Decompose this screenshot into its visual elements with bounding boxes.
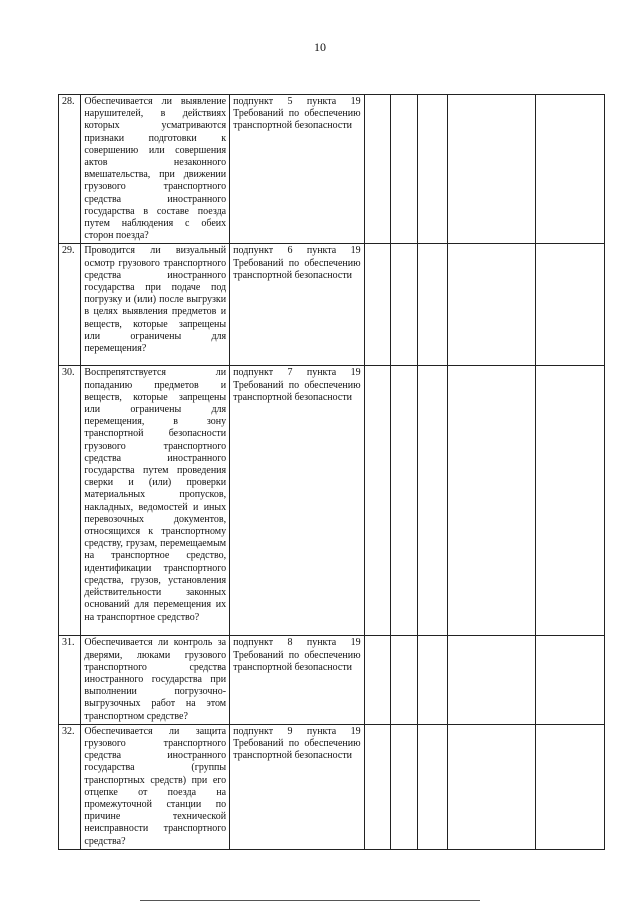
answer-cell-note — [448, 366, 536, 636]
question-text: Воспрепятствуется ли попаданию предметов и веществ, которые запрещены или ограничены для перемещения, в зону транспортной безопасности грузового транспортного средства иностранного государства путем проведения сверки и (или) проверки материальных пропусков, накладных, ведомостей и иных перевозочных документов, относящихся к транспортному средству, грузам, перемещаемым на транспортное средство, идентификации транспортного средства, грузов, установления действительности законных оснований для перемещения их на транспортное средство? — [81, 366, 230, 636]
table-row — [59, 244, 605, 366]
answer-cell-note — [448, 636, 536, 724]
answer-cell-no — [391, 95, 417, 244]
question-text: Обеспечивается ли защита грузового транспортного средства иностранного государства (группы транспортных средств) при его отцепке от поезда на промежуточной станции по причине технической неисправности транспортного средства? — [81, 724, 230, 849]
answer-cell-yes — [364, 366, 390, 636]
answer-cell-no — [391, 636, 417, 724]
row-number: 29. — [59, 244, 81, 366]
question-text: Обеспечивается ли выявление нарушителей, в действиях которых усматриваются признаки подготовки к совершению или совершения актов незаконного вмешательства, при движении грузового транспортного средства иностранного государства в составе поезда путем наблюдения с обеих сторон поезда? — [81, 95, 230, 244]
legal-reference: подпункт 9 пункта 19 Требований по обеспечению транспортной безопасности — [230, 724, 364, 849]
answer-cell-not-applicable — [417, 95, 448, 244]
answer-cell-extra — [535, 724, 604, 849]
question-text: Обеспечивается ли контроль за дверями, люками грузового транспортного средства иностранного государства при выполнении погрузочно-выгрузочных работ на этом транспортном средстве? — [81, 636, 230, 724]
scan-edge-line — [140, 900, 480, 901]
legal-reference: подпункт 8 пункта 19 Требований по обеспечению транспортной безопасности — [230, 636, 364, 724]
page-number: 10 — [314, 40, 326, 54]
answer-cell-extra — [535, 244, 604, 366]
answer-cell-not-applicable — [417, 724, 448, 849]
row-number: 28. — [59, 95, 81, 244]
checklist-table — [58, 94, 605, 850]
answer-cell-not-applicable — [417, 366, 448, 636]
answer-cell-yes — [364, 95, 390, 244]
table-row — [59, 95, 605, 244]
answer-cell-extra — [535, 95, 604, 244]
answer-cell-no — [391, 724, 417, 849]
row-number: 31. — [59, 636, 81, 724]
table-row — [59, 636, 605, 724]
table-row — [59, 724, 605, 849]
answer-cell-yes — [364, 724, 390, 849]
answer-cell-no — [391, 244, 417, 366]
answer-cell-no — [391, 366, 417, 636]
question-text: Проводится ли визуальный осмотр грузового транспортного средства иностранного государства при подаче под погрузку и (или) после выгрузки в целях выявления предметов и веществ, которые запрещены или ограничены для перемещения? — [81, 244, 230, 366]
legal-reference: подпункт 5 пункта 19 Требований по обеспечению транспортной безопасности — [230, 95, 364, 244]
answer-cell-yes — [364, 244, 390, 366]
answer-cell-not-applicable — [417, 244, 448, 366]
answer-cell-note — [448, 95, 536, 244]
row-number: 30. — [59, 366, 81, 636]
answer-cell-not-applicable — [417, 636, 448, 724]
row-number: 32. — [59, 724, 81, 849]
answer-cell-extra — [535, 366, 604, 636]
answer-cell-note — [448, 244, 536, 366]
table-row — [59, 366, 605, 636]
answer-cell-note — [448, 724, 536, 849]
answer-cell-yes — [364, 636, 390, 724]
answer-cell-extra — [535, 636, 604, 724]
legal-reference: подпункт 7 пункта 19 Требований по обеспечению транспортной безопасности — [230, 366, 364, 636]
legal-reference: подпункт 6 пункта 19 Требований по обеспечению транспортной безопасности — [230, 244, 364, 366]
